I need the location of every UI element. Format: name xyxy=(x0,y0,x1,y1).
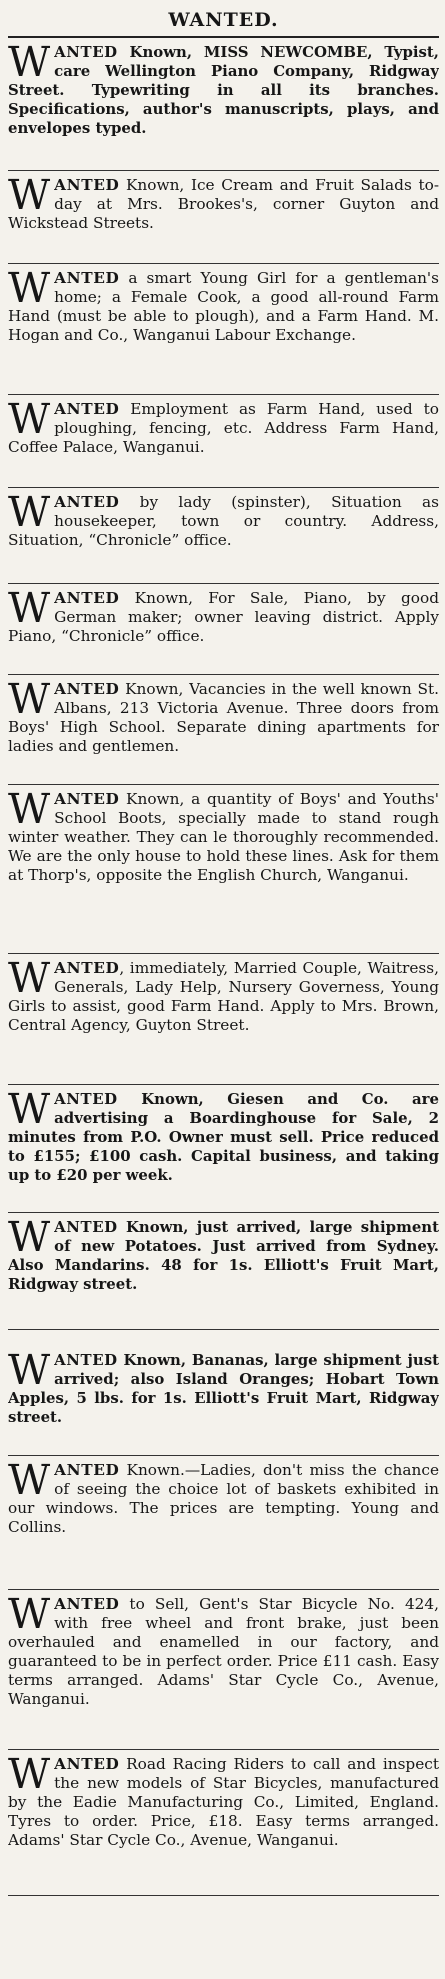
classified-ad xyxy=(8,264,439,395)
ad-body-text: a smart Young Girl for a gentleman's home; a Female Cook, a good all-round Farm Hand (must be able to plough), and a Farm Hand. M. Hogan and Co., Wanganui Labour Exchange. xyxy=(8,269,439,344)
classified-ad xyxy=(8,954,439,1085)
ad-lead-word: ANTED xyxy=(54,400,120,418)
drop-cap: W xyxy=(8,1346,51,1394)
drop-cap: W xyxy=(8,1456,51,1504)
ad-lead-word: ANTED xyxy=(54,493,120,511)
drop-cap: W xyxy=(8,1750,51,1798)
classified-ad xyxy=(8,1213,439,1330)
drop-cap: W xyxy=(8,584,51,632)
drop-cap: W xyxy=(8,1213,51,1261)
classified-ad xyxy=(8,38,439,171)
ad-body-text: , immediately, Married Couple, Waitress, Generals, Lady Help, Nursery Governess, Young Girls to assist, good Farm Hand. Apply to Mrs. Brown, Central Agency, Guyton Street. xyxy=(8,959,439,1034)
ad-body-text: Known, a quantity of Boys' and Youths' School Boots, specially made to stand rough winter weather. They can le thoroughly recommended. We are the only house to hold these lines. Ask for them at Thorp's, opposite the English Church, Wanganui. xyxy=(8,790,439,884)
classified-ad xyxy=(8,584,439,675)
drop-cap: W xyxy=(8,488,51,536)
ad-body-text: to Sell, Gent's Star Bicycle No. 424, with free wheel and front brake, just been overhauled and enamelled in our factory, and guaranteed to be in perfect order. Price £11 cash. Easy terms arranged. Adams' Star Cycle Co., Avenue, Wanganui. xyxy=(8,1595,439,1708)
ad-body-text: Known, Giesen and Co. are advertising a Boardinghouse for Sale, 2 minutes from P.O. Owner must sell. Price reduced to £155; £100 cash. Capital business, and taking up to £20 per week. xyxy=(8,1090,439,1184)
ad-lead-word: ANTED xyxy=(54,1218,118,1236)
drop-cap: W xyxy=(8,1085,51,1133)
ad-body-text: Known, just arrived, large shipment of new Potatoes. Just arrived from Sydney. Also Mandarins. 48 for 1s. Elliott's Fruit Mart, Ridgway street. xyxy=(8,1218,439,1293)
ad-body-text: Known, For Sale, Piano, by good German maker; owner leaving district. Apply Piano, “Chronicle” office. xyxy=(8,589,439,645)
drop-cap: W xyxy=(8,785,51,833)
ad-body-text: Known, Vacancies in the well known St. Albans, 213 Victoria Avenue. Three doors from Boys' High School. Separate dining apartments for ladies and gentlemen. xyxy=(8,680,439,755)
ad-lead-word: ANTED xyxy=(54,1755,120,1773)
drop-cap: W xyxy=(8,264,51,312)
ad-lead-word: ANTED xyxy=(54,1090,118,1108)
ad-lead-word: ANTED xyxy=(54,1461,120,1479)
classified-ad xyxy=(8,1456,439,1590)
classified-ad xyxy=(8,675,439,785)
ad-lead-word: ANTED xyxy=(54,1595,120,1613)
classified-ad xyxy=(8,785,439,954)
drop-cap: W xyxy=(8,675,51,723)
classified-ad xyxy=(8,171,439,264)
ad-lead-word: ANTED xyxy=(54,176,120,194)
drop-cap: W xyxy=(8,38,51,86)
ad-body-text: Known, Ice Cream and Fruit Salads to-day at Mrs. Brookes's, corner Guyton and Wickstead Streets. xyxy=(8,176,439,232)
ad-lead-word: ANTED xyxy=(54,43,118,61)
ad-body-text: Known.—Ladies, don't miss the chance of seeing the choice lot of baskets exhibited in our windows. The prices are tempting. Young and Collins. xyxy=(8,1461,439,1536)
ads-list xyxy=(8,38,439,1896)
ad-body-text: Road Racing Riders to call and inspect the new models of Star Bicycles, manufactured by the Eadie Manufacturing Co., Limited, England. Tyres to order. Price, £18. Easy terms arranged. Adams' Star Cycle Co., Avenue, Wanganui. xyxy=(8,1755,439,1849)
ad-lead-word: ANTED xyxy=(54,589,120,607)
classified-ad xyxy=(8,1590,439,1750)
ad-body-text: Employment as Farm Hand, used to ploughing, fencing, etc. Address Farm Hand, Coffee Palace, Wanganui. xyxy=(8,400,439,456)
drop-cap: W xyxy=(8,171,51,219)
classified-ad xyxy=(8,1750,439,1896)
ad-lead-word: ANTED xyxy=(54,269,120,287)
drop-cap: W xyxy=(8,1590,51,1638)
ad-body-text: Known, MISS NEWCOMBE, Typist, care Wellington Piano Company, Ridgway Street. Typewriting in all its branches. Specifications, author's manuscripts, plays, and envelopes typed. xyxy=(8,43,439,137)
drop-cap: W xyxy=(8,954,51,1002)
ad-body-text: Known, Bananas, large shipment just arrived; also Island Oranges; Hobart Town Apples, 5 lbs. for 1s. Elliott's Fruit Mart, Ridgway street. xyxy=(8,1351,439,1426)
ad-lead-word: ANTED xyxy=(54,1351,118,1369)
drop-cap: W xyxy=(8,395,51,443)
section-heading: WANTED. xyxy=(8,0,439,38)
ad-lead-word: ANTED xyxy=(54,790,120,808)
ad-body-text: by lady (spinster), Situation as housekeeper, town or country. Address, Situation, “Chronicle” office. xyxy=(8,493,439,549)
ad-lead-word: ANTED xyxy=(54,959,120,977)
ad-lead-word: ANTED xyxy=(54,680,120,698)
classified-ad xyxy=(8,488,439,584)
classified-ad xyxy=(8,395,439,488)
classified-ad xyxy=(8,1346,439,1456)
classified-ad xyxy=(8,1085,439,1213)
